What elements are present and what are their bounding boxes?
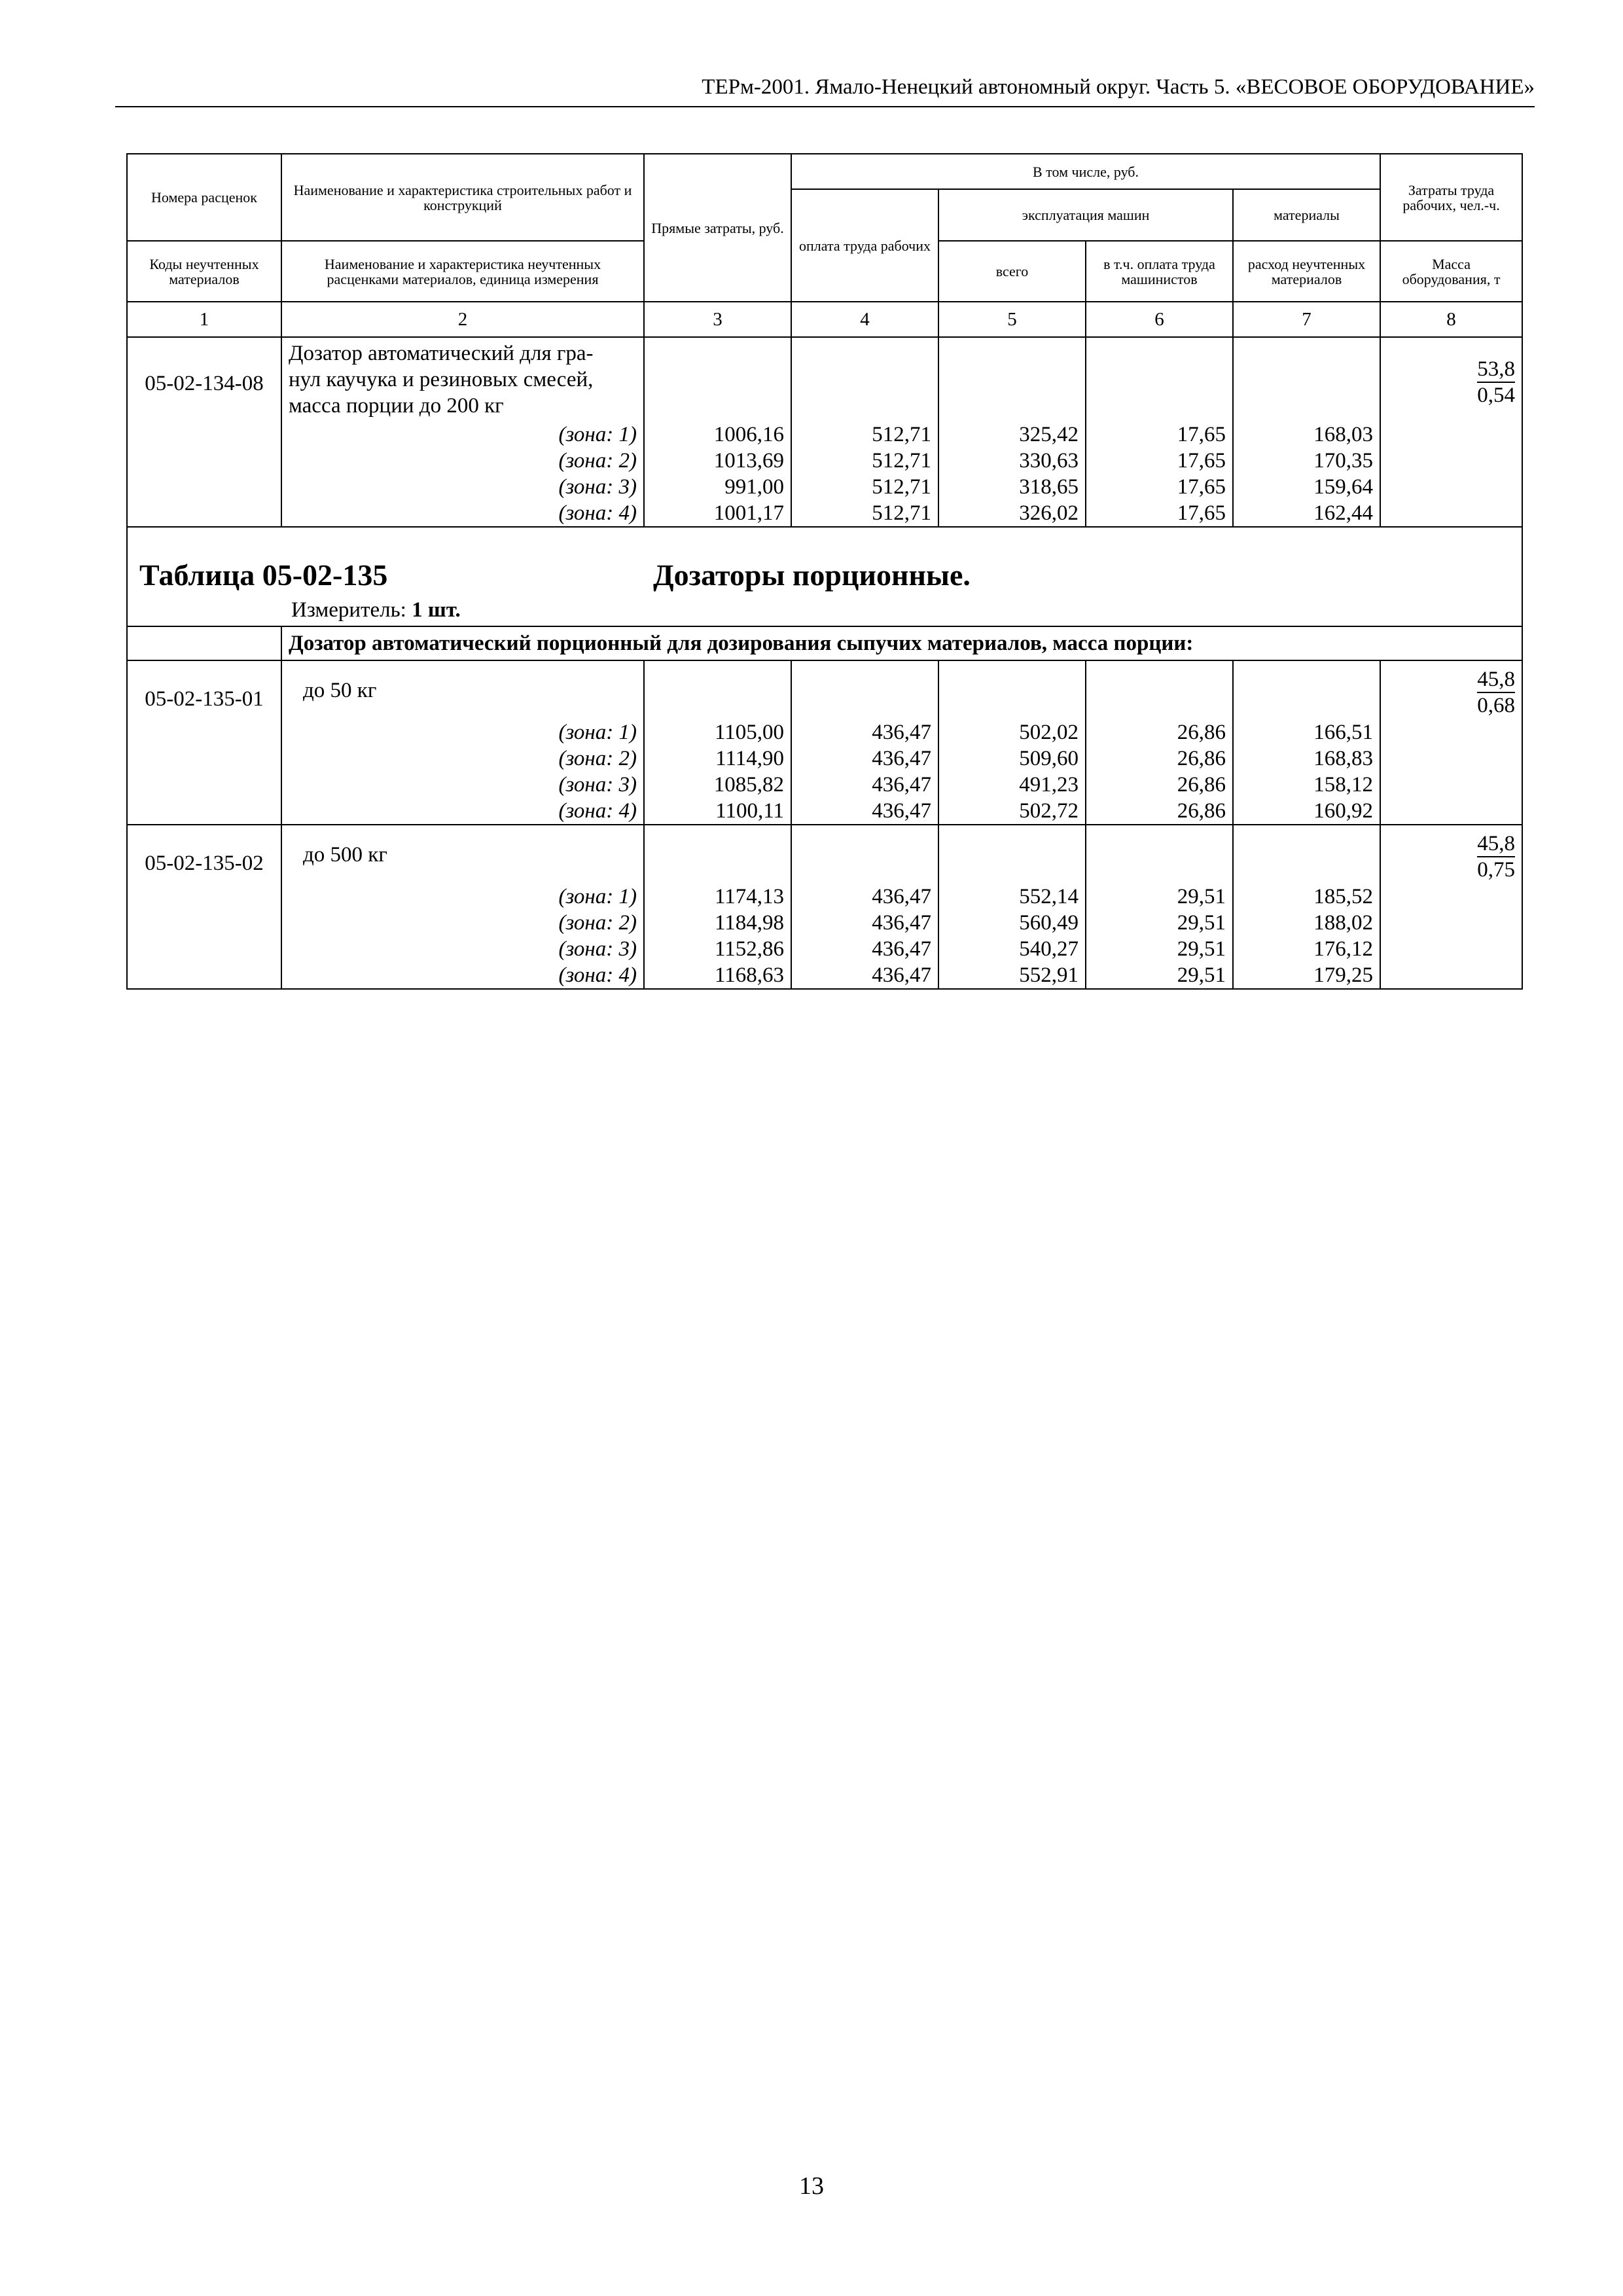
zone-row	[127, 936, 1522, 962]
materials-cost: 166,51	[1233, 719, 1380, 745]
labor-pay: 436,47	[791, 719, 938, 745]
zone-label: (зона: 1)	[281, 884, 644, 910]
machine-total: 325,42	[938, 422, 1086, 448]
labor-costs-value: 45,8	[1477, 667, 1515, 693]
column-numbers	[127, 302, 1522, 337]
zone-row	[127, 500, 1522, 527]
labor-pay: 436,47	[791, 772, 938, 798]
table-number: Таблица 05-02-135	[139, 558, 388, 592]
rates-table	[126, 153, 1523, 990]
labor-pay: 436,47	[791, 798, 938, 825]
col-number: 5	[938, 302, 1086, 337]
head-codes: Коды неучтенных материалов	[127, 241, 281, 302]
table-name: Дозаторы порционные.	[653, 558, 971, 592]
direct-costs: 1013,69	[644, 448, 791, 474]
equipment-mass-value: 0,75	[1477, 858, 1516, 882]
machine-total: 330,63	[938, 448, 1086, 474]
zone-row	[127, 772, 1522, 798]
head-incl-operators: в т.ч. оплата труда машинистов	[1086, 241, 1233, 302]
zone-row	[127, 448, 1522, 474]
rate-name: до 500 кг	[281, 825, 644, 884]
zone-row	[127, 745, 1522, 772]
labor-pay: 436,47	[791, 910, 938, 936]
direct-costs: 991,00	[644, 474, 791, 500]
materials-cost: 188,02	[1233, 910, 1380, 936]
materials-cost: 159,64	[1233, 474, 1380, 500]
zone-label: (зона: 3)	[281, 772, 644, 798]
direct-costs: 1085,82	[644, 772, 791, 798]
direct-costs: 1001,17	[644, 500, 791, 527]
equipment-mass-value: 0,54	[1477, 383, 1516, 407]
zone-row	[127, 884, 1522, 910]
rate-name-line: нул каучука и резиновых смесей,	[289, 368, 594, 391]
rate-name-line: Дозатор автоматический для гра-	[289, 342, 594, 365]
operator-pay: 26,86	[1086, 719, 1233, 745]
header-rule	[115, 106, 1535, 107]
operator-pay: 29,51	[1086, 910, 1233, 936]
group-title: Дозатор автоматический порционный для дозирования сыпучих материалов, масса порции:	[281, 626, 1522, 660]
zone-label: (зона: 1)	[281, 719, 644, 745]
col-number: 1	[127, 302, 281, 337]
materials-cost: 185,52	[1233, 884, 1380, 910]
zone-row	[127, 798, 1522, 825]
labor-mass-fraction	[1380, 337, 1522, 422]
machine-total: 509,60	[938, 745, 1086, 772]
zone-label: (зона: 2)	[281, 448, 644, 474]
zone-label: (зона: 4)	[281, 962, 644, 989]
head-labor-pay: оплата труда рабочих	[791, 189, 938, 302]
operator-pay: 26,86	[1086, 772, 1233, 798]
operator-pay: 26,86	[1086, 798, 1233, 825]
head-direct-costs: Прямые затраты, руб.	[644, 154, 791, 302]
machine-total: 326,02	[938, 500, 1086, 527]
operator-pay: 17,65	[1086, 448, 1233, 474]
rate-code: 05-02-135-01	[127, 660, 281, 719]
operator-pay: 17,65	[1086, 422, 1233, 448]
labor-pay: 436,47	[791, 745, 938, 772]
machine-total: 491,23	[938, 772, 1086, 798]
machine-total: 502,72	[938, 798, 1086, 825]
head-equipment-mass: Масса оборудования, т	[1380, 241, 1522, 302]
equipment-mass-value: 0,68	[1477, 694, 1516, 717]
rate-name-line: масса порции до 200 кг	[289, 394, 504, 418]
zone-label: (зона: 3)	[281, 936, 644, 962]
head-material-name: Наименование и характеристика неучтенных расценками материалов, единица измерения	[281, 241, 644, 302]
machine-total: 502,02	[938, 719, 1086, 745]
rate-name	[281, 337, 644, 422]
meter-label: Измеритель:	[291, 598, 406, 622]
materials-cost: 158,12	[1233, 772, 1380, 798]
col-number: 8	[1380, 302, 1522, 337]
head-unaccounted-materials: расход неучтенных материалов	[1233, 241, 1380, 302]
zone-label: (зона: 1)	[281, 422, 644, 448]
operator-pay: 17,65	[1086, 500, 1233, 527]
labor-costs-value: 45,8	[1477, 831, 1515, 857]
head-work-name: Наименование и характеристика строительных работ и конструкций	[281, 154, 644, 241]
page-header: ТЕРм-2001. Ямало-Ненецкий автономный округ. Часть 5. «ВЕСОВОЕ ОБОРУДОВАНИЕ»	[702, 75, 1535, 99]
machine-total: 540,27	[938, 936, 1086, 962]
materials-cost: 176,12	[1233, 936, 1380, 962]
direct-costs: 1168,63	[644, 962, 791, 989]
col-number: 3	[644, 302, 791, 337]
direct-costs: 1100,11	[644, 798, 791, 825]
zone-label: (зона: 3)	[281, 474, 644, 500]
labor-pay: 512,71	[791, 448, 938, 474]
operator-pay: 26,86	[1086, 745, 1233, 772]
head-incl: В том числе, руб.	[791, 154, 1380, 189]
zone-row	[127, 719, 1522, 745]
head-rate-numbers: Номера расценок	[127, 154, 281, 241]
labor-mass-fraction	[1380, 660, 1522, 719]
labor-pay: 436,47	[791, 884, 938, 910]
rate-code: 05-02-135-02	[127, 825, 281, 884]
zone-label: (зона: 2)	[281, 910, 644, 936]
group-title-row	[127, 626, 1522, 660]
machine-total: 552,14	[938, 884, 1086, 910]
rate-block-05-02-135-01	[127, 660, 1522, 825]
materials-cost: 168,03	[1233, 422, 1380, 448]
direct-costs: 1184,98	[644, 910, 791, 936]
materials-cost: 170,35	[1233, 448, 1380, 474]
rate-name: до 50 кг	[281, 660, 644, 719]
labor-pay: 436,47	[791, 936, 938, 962]
head-materials: материалы	[1233, 189, 1380, 241]
table-meter	[291, 598, 461, 622]
zone-row	[127, 422, 1522, 448]
meter-value: 1 шт.	[412, 598, 461, 622]
labor-pay: 436,47	[791, 962, 938, 989]
labor-pay: 512,71	[791, 422, 938, 448]
direct-costs: 1152,86	[644, 936, 791, 962]
head-labor-costs: Затраты труда рабочих, чел.-ч.	[1380, 154, 1522, 241]
labor-pay: 512,71	[791, 500, 938, 527]
materials-cost: 160,92	[1233, 798, 1380, 825]
labor-costs-value: 53,8	[1477, 357, 1515, 383]
labor-pay: 512,71	[791, 474, 938, 500]
zone-label: (зона: 4)	[281, 500, 644, 527]
operator-pay: 17,65	[1086, 474, 1233, 500]
operator-pay: 29,51	[1086, 962, 1233, 989]
labor-mass-fraction	[1380, 825, 1522, 884]
page-number: 13	[799, 2172, 824, 2200]
machine-total: 552,91	[938, 962, 1086, 989]
table-title-block	[127, 527, 1522, 626]
operator-pay: 29,51	[1086, 936, 1233, 962]
head-machine-use: эксплуатация машин	[938, 189, 1233, 241]
zone-row	[127, 474, 1522, 500]
zone-label: (зона: 2)	[281, 745, 644, 772]
materials-cost: 179,25	[1233, 962, 1380, 989]
direct-costs: 1174,13	[644, 884, 791, 910]
zone-row	[127, 962, 1522, 989]
zone-row	[127, 910, 1522, 936]
zone-label: (зона: 4)	[281, 798, 644, 825]
direct-costs: 1006,16	[644, 422, 791, 448]
col-number: 6	[1086, 302, 1233, 337]
materials-cost: 168,83	[1233, 745, 1380, 772]
col-number: 2	[281, 302, 644, 337]
operator-pay: 29,51	[1086, 884, 1233, 910]
col-number: 7	[1233, 302, 1380, 337]
materials-cost: 162,44	[1233, 500, 1380, 527]
machine-total: 318,65	[938, 474, 1086, 500]
rate-block-05-02-135-02	[127, 825, 1522, 989]
machine-total: 560,49	[938, 910, 1086, 936]
direct-costs: 1105,00	[644, 719, 791, 745]
table-head	[127, 154, 1522, 302]
rate-block-05-02-134-08	[127, 337, 1522, 527]
head-total: всего	[938, 241, 1086, 302]
rate-code: 05-02-134-08	[127, 337, 281, 422]
direct-costs: 1114,90	[644, 745, 791, 772]
col-number: 4	[791, 302, 938, 337]
